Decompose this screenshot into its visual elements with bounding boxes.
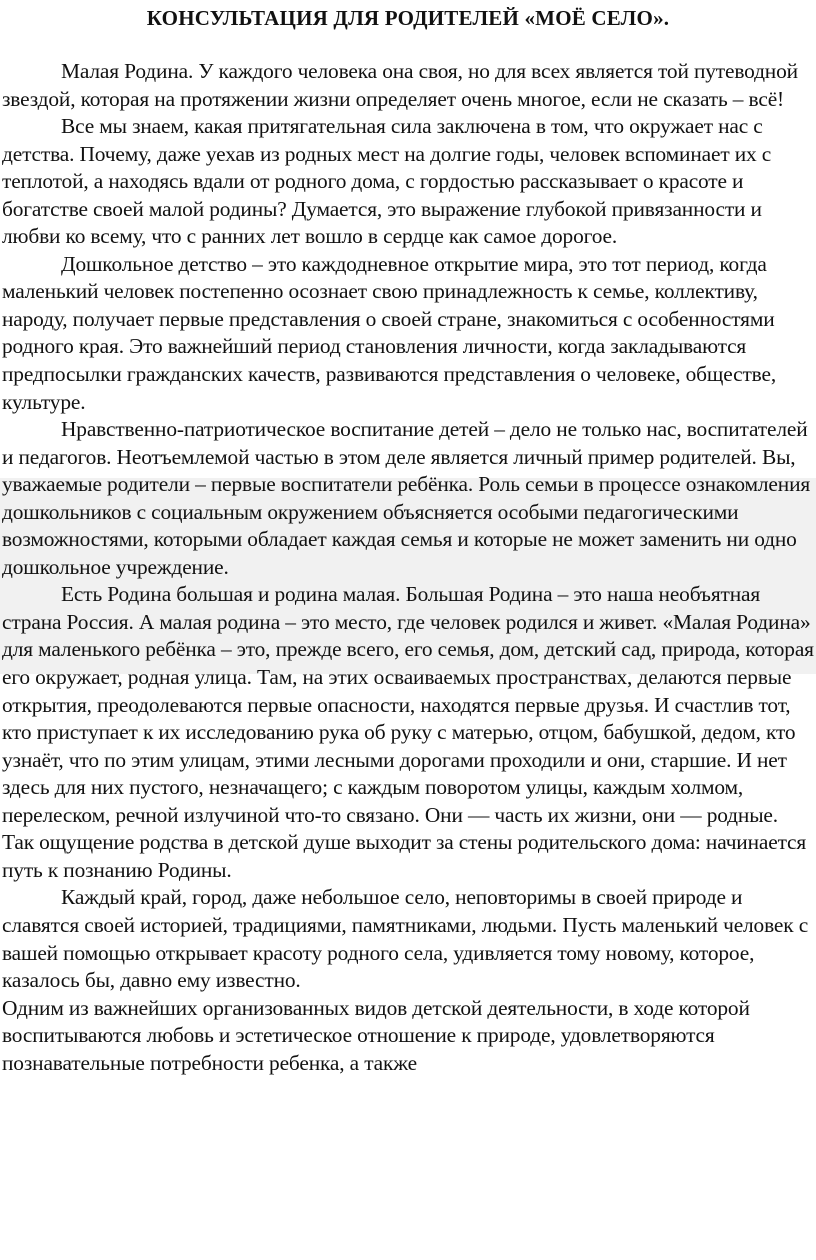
- paragraph-big-and-small-homeland: Есть Родина большая и родина малая. Большая Родина – это наша необъятная страна Россия. А малая родина – это место, где человек родился и живет. «Малая Родина» для маленького ребёнка – это, прежде всего, его семья, дом, детский сад, природа, которая его окружает, родная улица. Там, на этих осваиваемых пространствах, делаются первые открытия, преодолеваются первые опасности, находятся первые друзья. И счастлив тот, кто приступает к их исследованию рука об руку с матерью, отцом, бабушкой, дедом, кто узнаёт, что по этим улицам, этими лесными дорогами проходили и они, старшие. И нет здесь для них пустого, незначащего; с каждым поворотом улицы, каждым холмом, перелеском, речной излучиной что-то связано. Они — часть их жизни, они — родные. Так ощущение родства в детской душе выходит за стены родительского дома: начинается путь к познанию Родины.: [2, 582, 814, 882]
- paragraph-preschool-childhood: Дошкольное детство – это каждодневное открытие мира, это тот период, когда маленький человек постепенно осознает свою принадлежность к семье, коллективу, народу, получает первые представления о своей стране, знакомиться с особенностями родного края. Это важнейший период становления личности, когда закладываются предпосылки гражданских качеств, развиваются представления о человеке, обществе, культуре.: [2, 251, 777, 414]
- paragraph-every-region: Каждый край, город, даже небольшое село, неповторимы в своей природе и славятся своей историей, традициями, памятниками, людьми. Пусть маленький человек с вашей помощью открывает красоту родного села, удивляется тому новому, которое, казалось бы, давно ему известно.: [2, 885, 809, 993]
- paragraph-childhood-attraction: Все мы знаем, какая притягательная сила заключена в том, что окружает нас с детства. Почему, даже уехав из родных мест на долгие годы, человек вспоминает их с теплотой, а находясь вдали от родного дома, с гордостью рассказывает о красоте и богатстве своей малой родины? Думается, это выражение глубокой привязанности и любви ко всему, что с ранних лет вошло в сердце как самое дорогое.: [2, 114, 772, 249]
- document-title: КОНСУЛЬТАЦИЯ ДЛЯ РОДИТЕЛЕЙ «МОЁ СЕЛО».: [146, 6, 670, 30]
- paragraph-organized-activities: Одним из важнейших организованных видов детской деятельности, в ходе которой воспитываются любовь и эстетическое отношение к природе, удовлетворяются познавательные потребности ребенка, а также: [2, 995, 750, 1075]
- document-body: [2, 58, 814, 1077]
- paragraph-intro: Малая Родина. У каждого человека она своя, но для всех является той путеводной звездой, которая на протяжении жизни определяет очень многое, если не сказать – всё!: [2, 59, 798, 111]
- paragraph-moral-patriotic-education: Нравственно-патриотическое воспитание детей – дело не только нас, воспитателей и педагогов. Неотъемлемой частью в этом деле является личный пример родителей. Вы, уважаемые родители – первые воспитатели ребёнка. Роль семьи в процессе ознакомления дошкольников с социальным окружением объясняется особыми педагогическими возможностями, которыми обладает каждая семья и которые не может заменить ни одно дошкольное учреждение.: [2, 417, 811, 579]
